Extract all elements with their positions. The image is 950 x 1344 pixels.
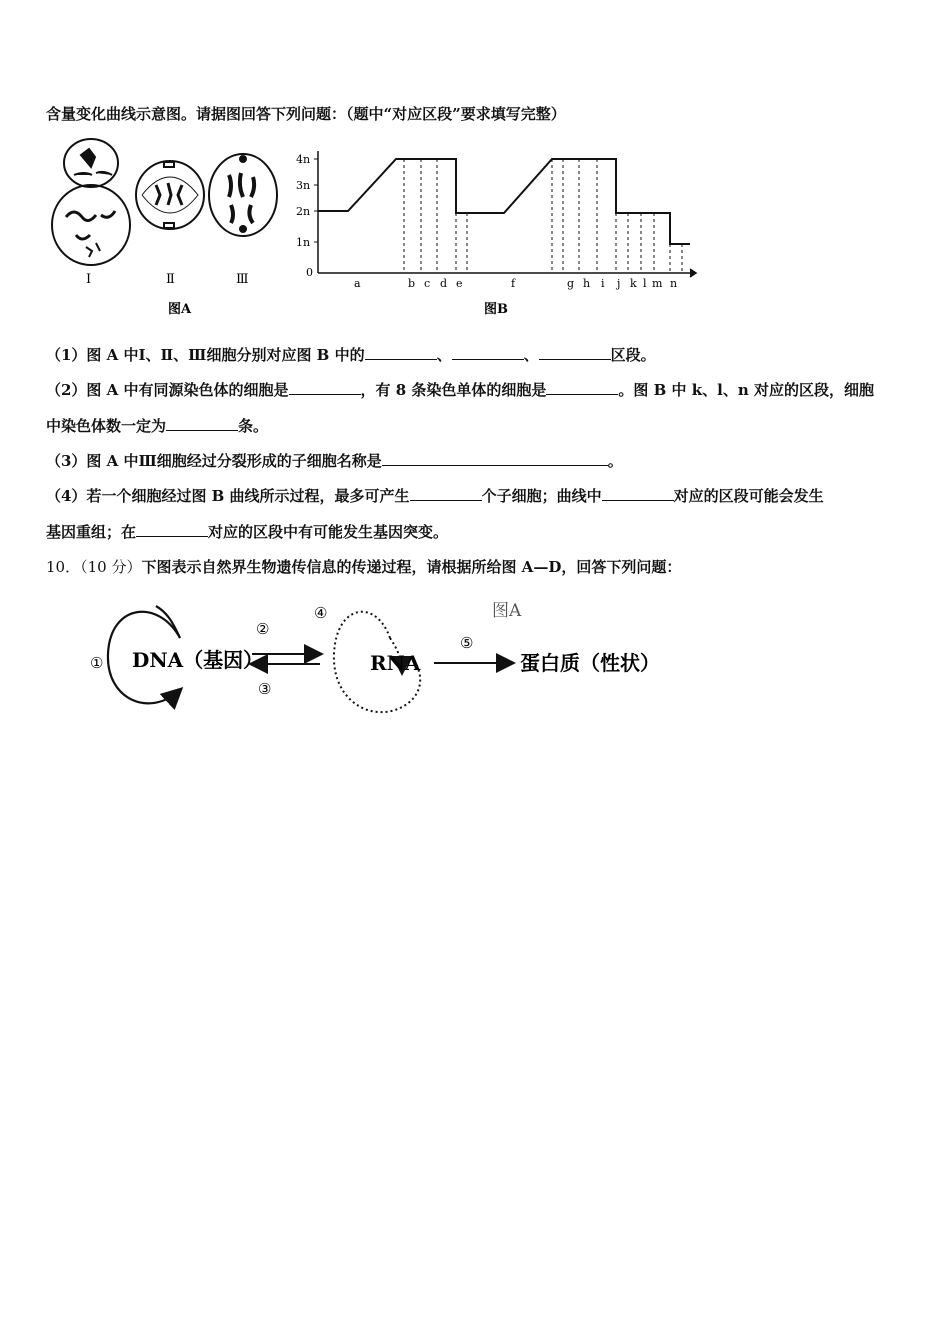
answer-blank[interactable] [365,345,437,360]
question-1: （1）图 A 中Ⅰ、Ⅱ、Ⅲ细胞分别对应图 B 中的 、 、 区段。 [46,346,656,364]
intro-text: 含量变化曲线示意图。请据图回答下列问题：（题中“对应区段”要求填写完整） [46,105,566,123]
answer-blank[interactable] [452,345,524,360]
x-label-m: m [652,277,663,290]
x-label-k: k [630,277,637,290]
x-label-c: c [424,277,431,290]
mark-3: ③ [258,680,272,698]
cell-label-2: Ⅱ [166,272,175,287]
question-4: （4）若一个细胞经过图 B 曲线所示过程，最多可产生 个子细胞；曲线中 对应的区段可能会发生 [46,487,824,505]
x-label-i: i [601,277,605,290]
x-label-d: d [440,277,448,290]
x-label-n: n [670,277,678,290]
x-label-g: g [567,277,575,290]
protein-label: 蛋白质（性状） [520,651,660,675]
dna-content-curve [318,159,690,244]
question-2: （2）图 A 中有同源染色体的细胞是 ，有 8 条染色单体的细胞是 。图 B 中 k、l、n 对应的区段，细胞 [46,381,874,399]
y-tick-0: 0 [306,266,313,279]
question-number: 10．（10 分） [46,558,142,576]
answer-blank[interactable] [539,345,611,360]
y-tick-3n: 3n [296,179,311,192]
y-tick-2n: 2n [296,205,311,218]
rna-label: RNA [370,651,421,675]
x-label-f: f [511,277,516,290]
x-label-h: h [583,277,591,290]
cell-1-drawing [52,139,130,265]
question-4-line-2: 基因重组；在 对应的区段中有可能发生基因突变。 [46,523,449,541]
mark-4: ④ [314,604,328,622]
answer-blank[interactable] [166,416,238,431]
answer-blank[interactable] [546,380,618,395]
mark-2: ② [256,620,270,638]
answer-blank[interactable] [410,486,482,501]
cell-label-1: Ⅰ [86,272,92,287]
figure-b [296,145,716,325]
x-label-e: e [456,277,463,290]
central-dogma-diagram [80,590,680,725]
x-label-l: l [643,277,647,290]
segment-dividers [404,159,682,273]
answer-blank[interactable] [136,522,208,537]
dna-label: DNA（基因） [132,648,264,672]
y-tick-1n: 1n [296,236,311,249]
cell-label-3: Ⅲ [236,272,249,287]
answer-blank[interactable] [382,451,608,466]
y-tick-4n: 4n [296,153,311,166]
question-10: 10．（10 分）下图表示自然界生物遗传信息的传递过程，请根据所给图 A—D，回答下列问题： [46,558,682,576]
answer-blank[interactable] [602,486,674,501]
x-label-j: j [617,277,621,290]
cell-3-drawing [209,154,277,236]
answer-blank[interactable] [289,380,361,395]
mark-1: ① [90,654,104,672]
x-label-a: a [354,277,361,290]
figure-a-caption: 图A [168,302,192,317]
question-3: （3）图 A 中Ⅲ细胞经过分裂形成的子细胞名称是 。 [46,452,623,470]
question-2-line-2: 中染色体数一定为 条。 [46,417,269,435]
figure-a [46,135,296,320]
diagram-title: 图A [492,601,522,621]
mark-5: ⑤ [460,634,474,652]
figure-b-caption: 图B [484,302,508,317]
cell-2-drawing [136,161,204,229]
x-label-b: b [408,277,416,290]
